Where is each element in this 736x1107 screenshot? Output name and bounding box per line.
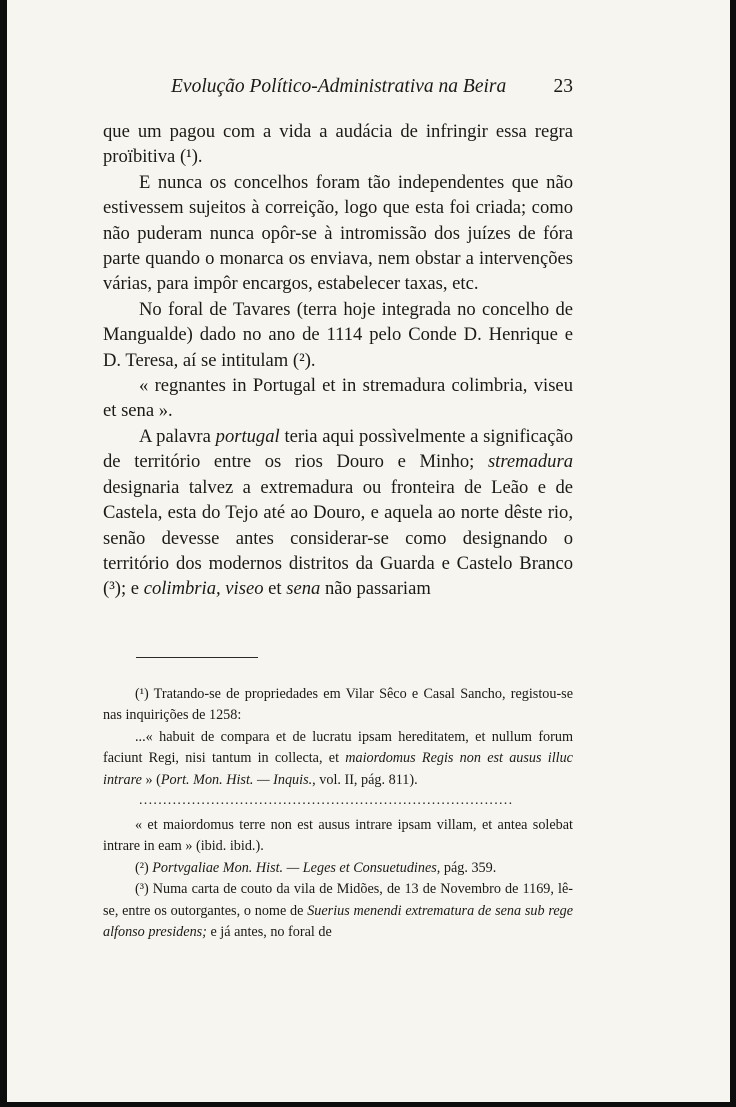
fn2-text: pág. 359. — [440, 859, 497, 876]
footnotes — [103, 684, 573, 943]
p5-italic-stremadura: stremadura — [487, 451, 573, 473]
paragraph-2: E nunca os concelhos foram tão independentes que não estivessem sujeitos à correição, logo que esta foi criada; como não puderam nunca opôr-se à intromissão dos juízes de fóra parte quando o monarca os enviava, nem obstar a intervenções várias, para impôr encargos, estabelecer taxas, etc. — [103, 171, 573, 295]
page-header — [103, 76, 573, 102]
fn1-quote-text-2: » ( — [141, 771, 161, 788]
fn1-quote-italic-1: maiordomus Regis non est ausus illuc intrare — [103, 750, 573, 788]
footnote-1-quote — [103, 727, 573, 791]
fn2-italic-title: Portvgaliae Mon. Hist. — Leges et Consuetudines, — [152, 859, 441, 876]
footnote-separator — [136, 657, 258, 658]
footnote-1: (¹) Tratando-se de propriedades em Vilar Sêco e Casal Sancho, registou-se nas inquirições de 1258: — [103, 686, 573, 724]
fn1-quote-italic-2: Port. Mon. Hist. — Inquis. — [160, 771, 313, 788]
fn3-text-2: e já antes, no foral de — [206, 924, 332, 941]
scan-border-left — [0, 0, 7, 1107]
p5-italic-portugal: portugal — [215, 425, 280, 447]
p5-italic-sena: sena — [286, 578, 321, 600]
footnote-2 — [103, 858, 573, 879]
paragraph-1: que um pagou com a vida a audácia de infringir essa regra proïbitiva (¹). — [103, 121, 573, 168]
fn1-quote-text-3: , vol. II, pág. 811). — [312, 771, 418, 788]
p5-text-3: designaria talvez a extremadura ou fronteira de Leão e de Castela, esta do Tejo até ao Douro, e aquela ao norte dêste rio, senão devesse antes considerar-se como designando o território dos modernos distritos da Guarda e Castelo Branco (³); e — [103, 476, 573, 600]
footnote-1-quote-2: « et maiordomus terre non est ausus intrare ipsam villam, et antea solebat intrare in eam » (ibid. ibid.). — [103, 817, 573, 855]
scan-border-bottom — [0, 1102, 736, 1107]
fn3-text-1: (³) Numa carta de couto da vila de Midões, de 13 de Novembro de 1169, lê-se, entre os outorgantes, o nome de — [103, 881, 573, 919]
footnote-3 — [103, 879, 573, 943]
p5-text-4: et — [263, 578, 287, 600]
paragraph-5 — [103, 424, 573, 602]
p5-text-1: A palavra — [139, 425, 216, 447]
ellipsis-dots: .............................................................................. — [139, 793, 514, 809]
p5-text-5: não passariam — [320, 578, 431, 600]
p5-italic-colimbria: colimbria, viseo — [143, 578, 264, 600]
paragraph-3: No foral de Tavares (terra hoje integrada no concelho de Mangualde) dado no ano de 1114 pelo Conde D. Henrique e D. Teresa, aí se intitulam (²). — [103, 298, 573, 371]
p5-text-2: teria aqui possìvelmente a significação de território entre os rios Douro e Minho; — [103, 425, 573, 473]
page-number: 23 — [553, 76, 573, 97]
fn2-number: (²) — [135, 859, 153, 876]
fn3-italic: Suerius menendi extrematura de sena sub rege alfonso presidens; — [103, 902, 574, 941]
running-title: Evolução Político-Administrativa na Beira — [171, 76, 507, 97]
latin-quote: « regnantes in Portugal et in stremadura colimbria, viseu et sena ». — [103, 375, 573, 422]
scan-border-right — [730, 0, 736, 1107]
fn1-quote-text-1: ...« habuit de compara et de lucratu ipsam hereditatem, et nullum forum faciunt Regi, nisi tantum in collecta, et — [103, 728, 573, 767]
main-text — [103, 119, 573, 602]
